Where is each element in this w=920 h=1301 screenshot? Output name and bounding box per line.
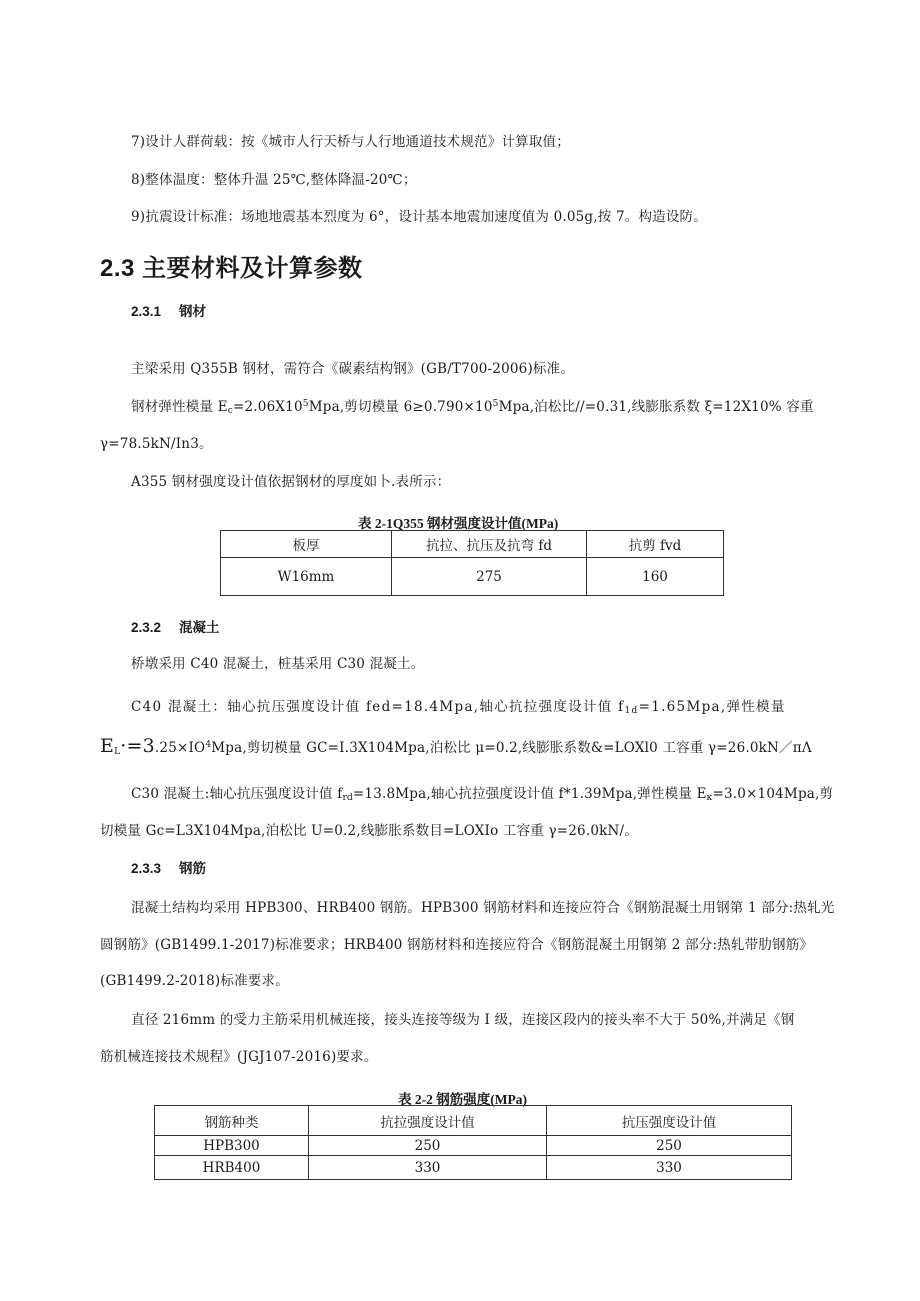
section-number: 2.3.3: [131, 861, 162, 876]
table-header: 钢筋种类: [155, 1106, 309, 1136]
table-cell: 330: [547, 1156, 792, 1180]
item-7: 7)设计人群荷载：按《城市人行天桥与人行地通道技术规范》计算取值；: [131, 134, 570, 150]
section-title: 混凝土: [179, 620, 220, 635]
item-8: 8)整体温度：整体升温 25℃,整体降温-20℃；: [131, 172, 417, 188]
table-cell: 160: [587, 558, 724, 596]
section-number: 2.3.2: [131, 620, 162, 635]
table-2: [154, 1105, 792, 1180]
section-2-3-2-heading: [131, 616, 220, 636]
section-number: 2.3.1: [131, 304, 162, 319]
table-cell: 330: [309, 1156, 547, 1180]
c40-para-line2: $E_L\cdot=3.25\times IO^4Mpa$,剪切模量 GC=I.3X104Mpa,泊松比 μ=0.2,线膨胀系数&=LOXl0 工容重 γ=26.0kN／πΛ: [100, 735, 812, 757]
table-cell: 250: [309, 1136, 547, 1156]
section-title: 钢材: [179, 304, 206, 319]
item-9: 9)抗震设计标准：场地地震基本烈度为 6°，设计基本地震加速度值为 0.05g,按 7。构造设防。: [131, 209, 707, 225]
c30-para: C30 混凝土:轴心抗压强度设计值 $f_{rd}=13.8Mpa$,轴心抗拉强度设计值 f*1.39Mpa,弹性模量 $E_\kappa=3.0\times 104Mpa$,剪: [131, 786, 834, 803]
rebar-para-1-line2: 圆钢筋》(GB1499.1-2017)标准要求；HRB400 钢筋材料和连接应符合《钢筋混凝土用钢第 2 部分:热轧带肋钢筋》: [100, 937, 814, 953]
section-2-3-1-heading: [131, 300, 206, 320]
steel-para-1: 主梁采用 Q355B 钢材，需符合《碳素结构钢》(GB/T700-2006)标准。: [131, 361, 575, 377]
rebar-para-1-line3: (GB1499.2-2018)标准要求。: [100, 973, 289, 989]
table-cell: HPB300: [155, 1136, 309, 1156]
section-2-3-title: 2.3 主要材料及计算参数: [100, 255, 363, 282]
section-2-3-3-heading: [131, 857, 206, 877]
rebar-para-2-line1: 直径 216mm 的受力主筋采用机械连接，接头连接等级为 I 级，连接区段内的接头率不大于 50%,并满足《钢: [131, 1012, 795, 1028]
section-title: 钢筋: [179, 861, 206, 876]
table-cell: HRB400: [155, 1156, 309, 1180]
c30-para-line2: 切模量 Gc=L3X104Mpa,泊松比 U=0.2,线膨胀系数目=LOXIo 工容重 γ=26.0kN/。: [100, 823, 638, 839]
table-cell: 275: [392, 558, 587, 596]
table-2-caption: 表 2-2 钢筋强度(MPa): [398, 1092, 527, 1107]
table-header: 抗压强度设计值: [547, 1106, 792, 1136]
table-1: [220, 530, 724, 596]
concrete-para-1: 桥墩采用 C40 混凝土，桩基采用 C30 混凝土。: [131, 656, 425, 672]
table-row: [155, 1156, 792, 1180]
table-header: 抗拉、抗压及抗弯 fd: [392, 531, 587, 558]
rebar-para-2-line2: 筋机械连接技术规程》(JGJ107-2016)要求。: [100, 1049, 378, 1065]
table-header: 板厚: [221, 531, 392, 558]
table-cell: 250: [547, 1136, 792, 1156]
table-1-caption: 表 2-1Q355 钢材强度设计值(MPa): [358, 516, 559, 531]
table-row: [155, 1136, 792, 1156]
table-cell: W16mm: [221, 558, 392, 596]
steel-para-2: 钢材弹性模量 $E_c=2.06X10^5Mpa$,剪切模量 $6\ge 0.790\times 10^5Mpa$,泊松比//=0.31,线膨胀系数 ξ=12X10% 容重: [131, 399, 814, 416]
table-header: 抗剪 fvd: [587, 531, 724, 558]
rebar-para-1-line1: 混凝土结构均采用 HPB300、HRB400 钢筋。HPB300 钢筋材料和连接应符合《钢筋混凝土用钢第 1 部分:热轧光: [131, 900, 835, 916]
steel-para-3: A355 钢材强度设计值依据钢材的厚度如卜.表所示：: [131, 474, 451, 490]
steel-para-2-line2: γ=78.5kN/In3。: [100, 436, 213, 452]
table-header: 抗拉强度设计值: [309, 1106, 547, 1136]
c40-para: C40 混凝土：轴心抗压强度设计值 fed=18.4Mpa,轴心抗拉强度设计值 $f_{1d}=1.65Mpa$,弹性模量: [131, 699, 786, 716]
